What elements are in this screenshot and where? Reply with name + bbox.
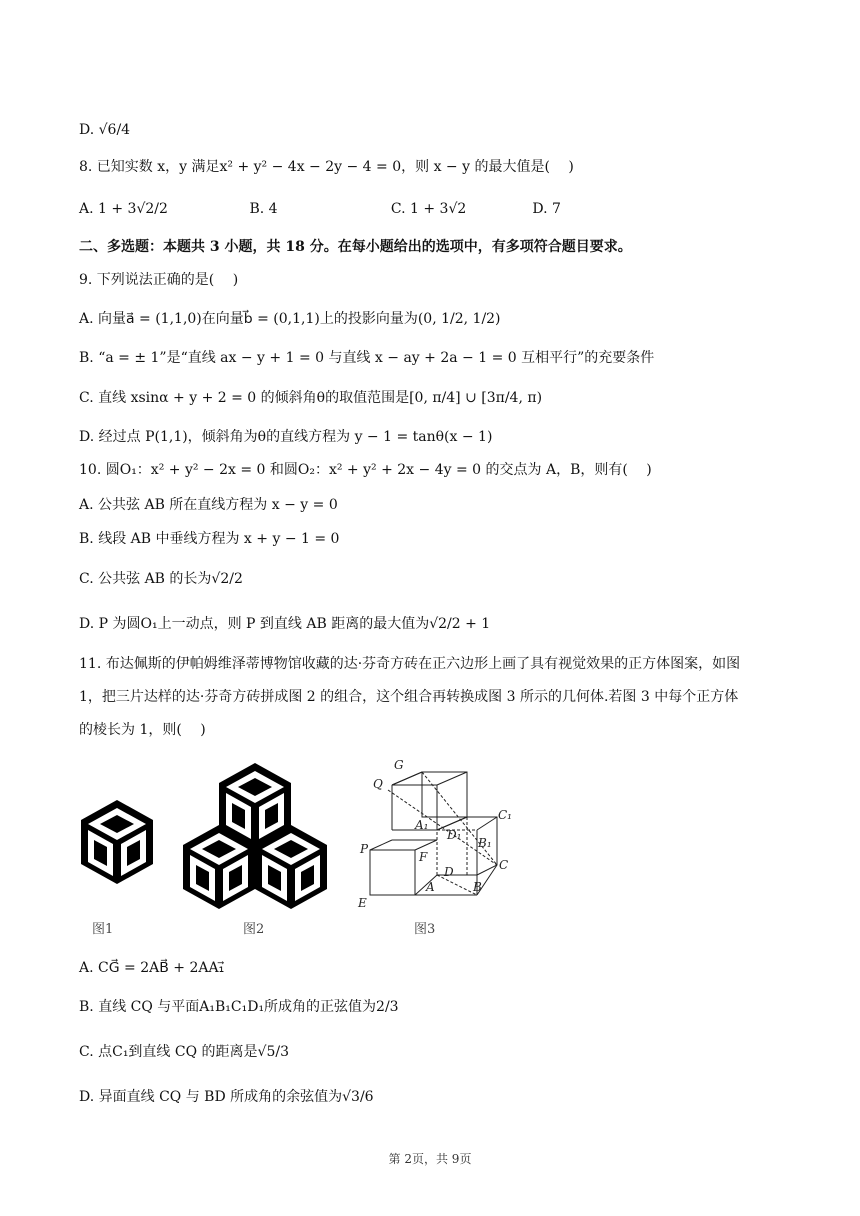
label-C1: C₁ bbox=[498, 808, 512, 822]
label-D1: D₁ bbox=[447, 828, 462, 842]
page-footer: 第 2页，共 9页 bbox=[388, 1152, 472, 1166]
question-8: 8. 已知实数 x，y 满足x² + y² − 4x − 2y − 4 = 0，则 x − y 的最大值是( ) bbox=[79, 159, 574, 175]
q10-option-a: A. 公共弦 AB 所在直线方程为 x − y = 0 bbox=[79, 497, 338, 513]
option-d-q7: D. √6/4 bbox=[79, 122, 131, 138]
q8-option-d: D. 7 bbox=[532, 201, 561, 217]
figure-3-caption: 图3 bbox=[414, 922, 436, 937]
figure-2-three-tiles bbox=[183, 763, 327, 909]
label-F: F bbox=[419, 850, 428, 864]
question-10: 10. 圆O₁：x² + y² − 2x = 0 和圆O₂：x² + y² + 2x − 4y = 0 的交点为 A，B，则有( ) bbox=[79, 462, 652, 478]
section-heading-multi-choice: 二、多选题：本题共 3 小题，共 18 分。在每小题给出的选项中，有多项符合题目要求。 bbox=[79, 239, 632, 255]
label-C: C bbox=[499, 858, 509, 872]
q11-option-d: D. 异面直线 CQ 与 BD 所成角的余弦值为√3/6 bbox=[79, 1089, 374, 1105]
question-11-line3: 的棱长为 1，则( ) bbox=[79, 722, 206, 738]
figures-area bbox=[70, 755, 540, 945]
label-P: P bbox=[360, 842, 369, 856]
figure-3-labels bbox=[357, 758, 512, 910]
figure-1-cube-tile bbox=[81, 800, 153, 884]
label-E: E bbox=[358, 896, 367, 910]
question-9: 9. 下列说法正确的是( ) bbox=[79, 272, 239, 288]
question-8-options bbox=[79, 199, 561, 219]
label-G: G bbox=[394, 758, 404, 772]
figure-2-caption: 图2 bbox=[243, 922, 265, 937]
q11-option-c: C. 点C₁到直线 CQ 的距离是√5/3 bbox=[79, 1044, 289, 1060]
q10-option-d: D. P 为圆O₁上一动点，则 P 到直线 AB 距离的最大值为√2/2 + 1 bbox=[79, 616, 491, 632]
question-11-line2: 1，把三片达样的达·芬奇方砖拼成图 2 的组合，这个组合再转换成图 3 所示的几何体.若图 3 中每个正方体 bbox=[79, 689, 739, 705]
q10-option-c: C. 公共弦 AB 的长为√2/2 bbox=[79, 571, 243, 587]
label-A1: A₁ bbox=[415, 818, 429, 832]
q9-option-d: D. 经过点 P(1,1)，倾斜角为θ的直线方程为 y − 1 = tanθ(x − 1) bbox=[79, 429, 493, 445]
q9-option-b: B. “a = ± 1”是“直线 ax − y + 1 = 0 与直线 x − ay + 2a − 1 = 0 互相平行”的充要条件 bbox=[79, 350, 655, 366]
label-A: A bbox=[426, 880, 435, 894]
question-11-line1: 11. 布达佩斯的伊帕姆维泽蒂博物馆收藏的达·芬奇方砖在正六边形上画了具有视觉效果的正方体图案，如图 bbox=[79, 656, 741, 672]
q8-option-b: B. 4 bbox=[249, 201, 278, 217]
q9-option-a: A. 向量a⃗ = (1,1,0)在向量b⃗ = (0,1,1)上的投影向量为(0, 1/2, 1/2) bbox=[79, 311, 501, 327]
q11-option-a: A. CG⃗ = 2AB⃗ + 2AA₁⃗ bbox=[79, 960, 225, 976]
q8-option-a: A. 1 + 3√2/2 bbox=[79, 201, 168, 217]
figure-3-geometry bbox=[370, 772, 497, 895]
figure-1-caption: 图1 bbox=[92, 922, 114, 937]
label-B: B bbox=[473, 880, 482, 894]
q10-option-b: B. 线段 AB 中垂线方程为 x + y − 1 = 0 bbox=[79, 531, 340, 547]
q11-option-b: B. 直线 CQ 与平面A₁B₁C₁D₁所成角的正弦值为2/3 bbox=[79, 999, 399, 1015]
label-Q: Q bbox=[373, 777, 383, 791]
label-B1: B₁ bbox=[478, 836, 492, 850]
q8-option-c: C. 1 + 3√2 bbox=[390, 201, 467, 217]
q9-option-c: C. 直线 xsinα + y + 2 = 0 的倾斜角θ的取值范围是[0, π/4] ∪ [3π/4, π) bbox=[79, 390, 543, 406]
label-D: D bbox=[444, 865, 454, 879]
